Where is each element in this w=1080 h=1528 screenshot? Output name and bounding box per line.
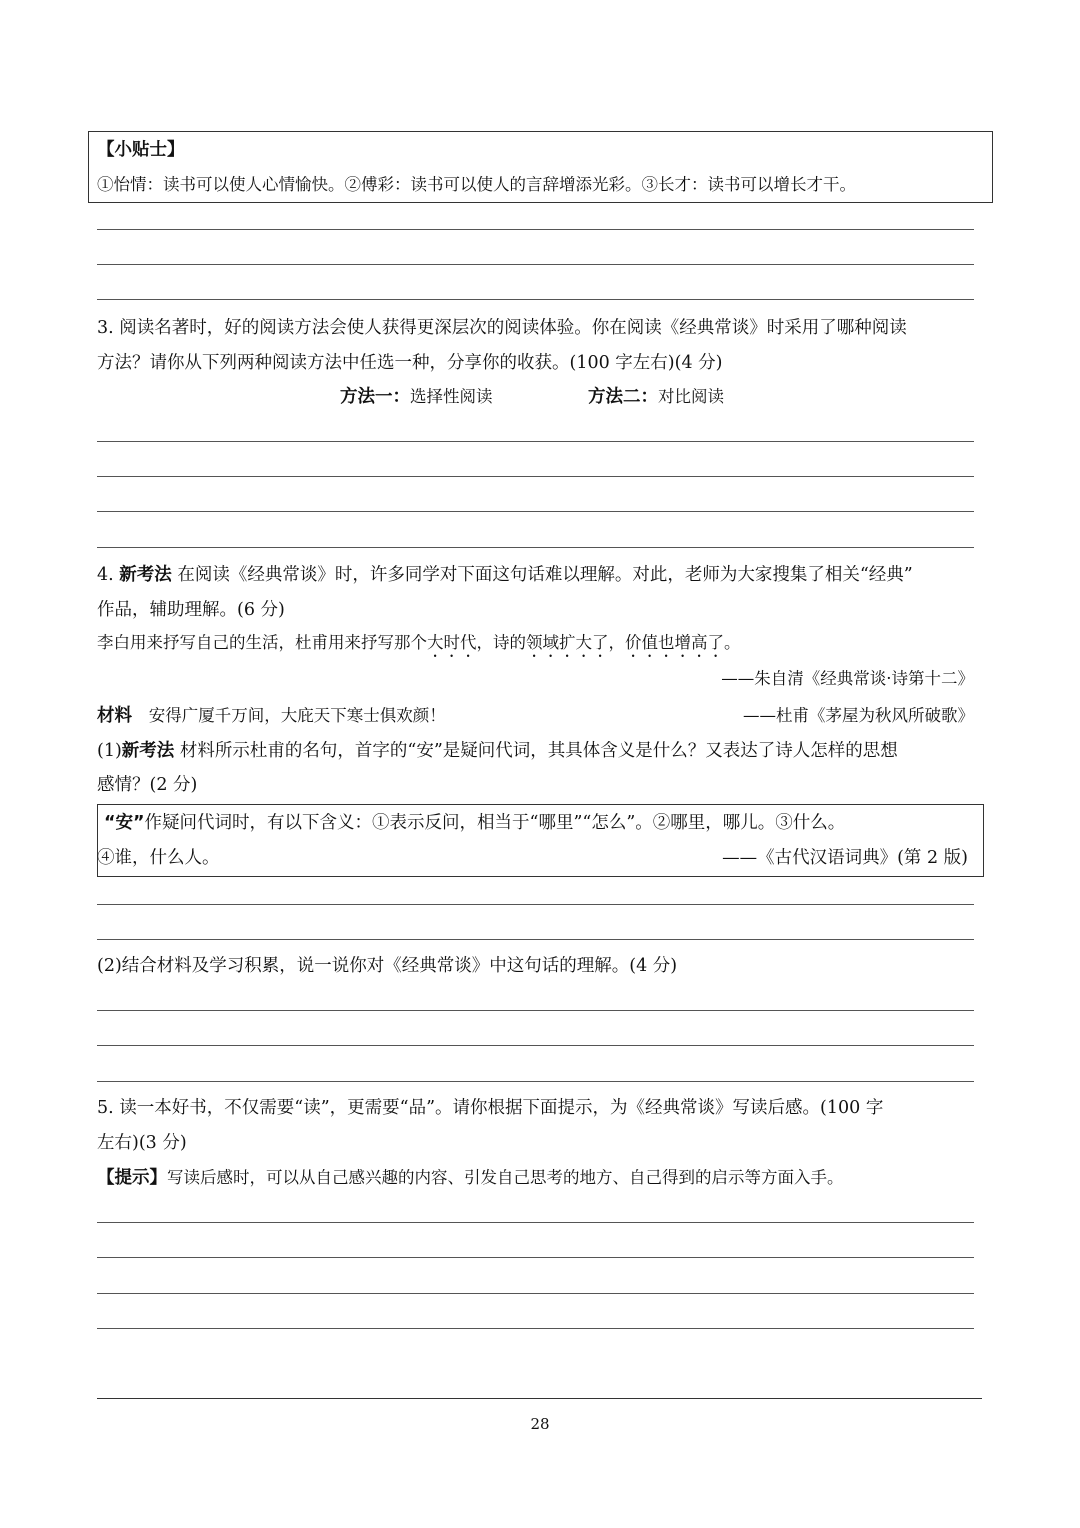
- q4-tag: 新考法: [119, 565, 172, 585]
- tips-text: ①怡情：读书可以使人心情愉快。②傅彩：读书可以使人的言辞增添光彩。③长才：读书可以增长才干。: [97, 175, 856, 194]
- quote-part2: ，诗的: [476, 633, 526, 652]
- q5-hint-text: 写读后感时，可以从自己感兴趣的内容、引发自己思考的地方、自己得到的启示等方面入手。: [167, 1168, 844, 1187]
- answer-line[interactable]: [97, 476, 974, 477]
- hint-source: ——《古代汉语词典》(第 2 版): [722, 848, 968, 868]
- quote-dotted2: 领域扩大了: [526, 633, 609, 652]
- q4-quote: [97, 632, 741, 661]
- method2-label: 方法二：: [588, 387, 658, 407]
- quote-dotted3: 价值也增高了: [625, 633, 724, 652]
- q5-hint-label: 【提示】: [97, 1168, 167, 1188]
- q5-hint: [97, 1167, 844, 1189]
- answer-line[interactable]: [97, 1222, 974, 1223]
- q4-sub1-line2: 感情？(2 分): [97, 775, 198, 795]
- q4-number: 4.: [97, 565, 114, 585]
- answer-line[interactable]: [97, 1257, 974, 1258]
- page-number: 28: [530, 1415, 550, 1433]
- hint-line2: ④谁，什么人。: [97, 848, 220, 868]
- q3-line2: 方法？请你从下列两种阅读方法中任选一种，分享你的收获。(100 字左右)(4 分): [97, 353, 723, 373]
- q4-line1: [97, 564, 913, 586]
- material-label: 材料: [97, 706, 132, 726]
- q5-line2: 左右)(3 分): [97, 1133, 187, 1153]
- method1-label: 方法一：: [340, 387, 410, 407]
- answer-line[interactable]: [97, 441, 974, 442]
- quote-part4: 。: [724, 633, 741, 652]
- method1-text: 选择性阅读: [410, 387, 493, 406]
- q3-method2: [588, 386, 724, 408]
- hint-word: “安”: [104, 813, 145, 833]
- q4-sub1-line1: [97, 740, 898, 762]
- answer-line[interactable]: [97, 1010, 974, 1011]
- answer-line[interactable]: [97, 1293, 974, 1294]
- answer-line[interactable]: [97, 229, 974, 230]
- answer-line[interactable]: [97, 1045, 974, 1046]
- hint-line1-rest: 作疑问代词时，有以下含义：①表示反问，相当于“哪里”“怎么”。②哪里，哪儿。③什么。: [144, 813, 846, 833]
- answer-line[interactable]: [97, 547, 974, 548]
- answer-line[interactable]: [97, 904, 974, 905]
- quote-part3: ，: [608, 633, 625, 652]
- footer-rule: [97, 1398, 982, 1399]
- q4-line1-rest: 在阅读《经典常谈》时，许多同学对下面这句话难以理解。对此，老师为大家搜集了相关“经典”: [177, 565, 913, 585]
- q3-line1: 3. 阅读名著时，好的阅读方法会使人获得更深层次的阅读体验。你在阅读《经典常谈》时采用了哪种阅读: [97, 318, 907, 338]
- method2-text: 对比阅读: [658, 387, 724, 406]
- sub1-tag: 新考法: [121, 741, 175, 761]
- answer-line[interactable]: [97, 299, 974, 300]
- quote-source: ——朱自清《经典常谈·诗第十二》: [721, 669, 974, 688]
- hint-line1: [104, 812, 845, 834]
- answer-line[interactable]: [97, 264, 974, 265]
- q4-sub2: (2)结合材料及学习积累，说一说你对《经典常谈》中这句话的理解。(4 分): [97, 956, 678, 976]
- answer-line[interactable]: [97, 511, 974, 512]
- answer-line[interactable]: [97, 1328, 974, 1329]
- material-line: [97, 705, 446, 727]
- material-text: 安得广厦千万间，大庇天下寒士俱欢颜！: [148, 706, 446, 725]
- q3-method1: [340, 386, 493, 408]
- quote-dotted1: 大时代: [427, 633, 477, 652]
- quote-part1: 李白用来抒写自己的生活，杜甫用来抒写那个: [97, 633, 427, 652]
- answer-line[interactable]: [97, 1081, 974, 1082]
- sub1-line1-rest: 材料所示杜甫的名句，首字的“安”是疑问代词，其具体含义是什么？又表达了诗人怎样的思想: [179, 741, 898, 761]
- q5-line1: 5. 读一本好书，不仅需要“读”，更需要“品”。请你根据下面提示，为《经典常谈》写读后感。(100 字: [97, 1098, 884, 1118]
- sub1-prefix: (1): [97, 741, 122, 761]
- material-source: ——杜甫《茅屋为秋风所破歌》: [743, 706, 974, 725]
- q4-line2: 作品，辅助理解。(6 分): [97, 600, 285, 620]
- answer-line[interactable]: [97, 939, 974, 940]
- tips-title: 【小贴士】: [97, 140, 185, 160]
